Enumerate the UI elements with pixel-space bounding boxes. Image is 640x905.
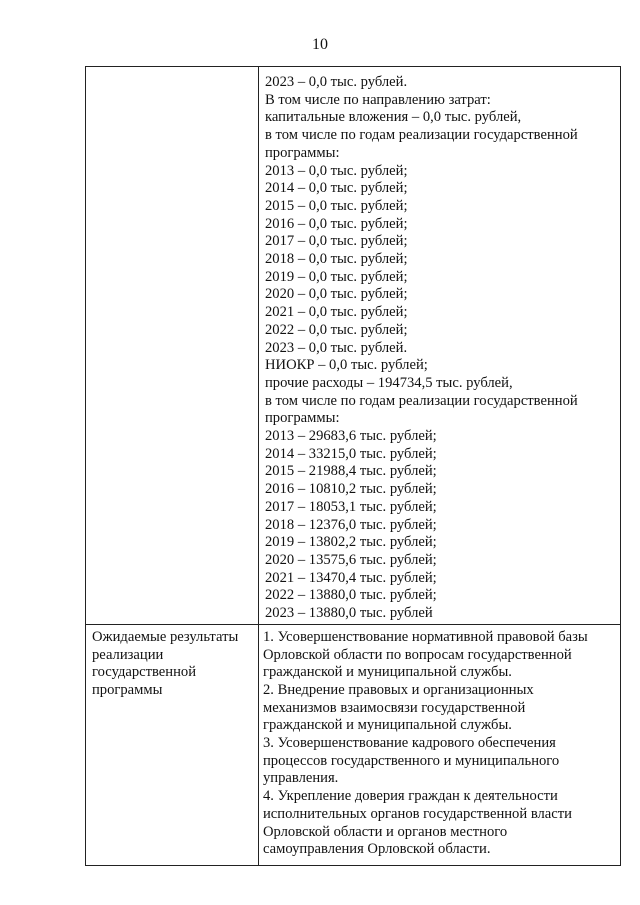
text-line: 2015 – 21988,4 тыс. рублей; bbox=[265, 463, 437, 480]
text-line: программы bbox=[92, 681, 163, 698]
text-line: механизмов взаимосвязи государственной bbox=[263, 699, 526, 716]
text-line: 3. Усовершенствование кадрового обеспечения bbox=[263, 735, 556, 752]
text-line: 2015 – 0,0 тыс. рублей; bbox=[265, 197, 408, 214]
text-line: 2020 – 13575,6 тыс. рублей; bbox=[265, 551, 437, 568]
text-line: 4. Укрепление доверия граждан к деятельности bbox=[263, 788, 558, 805]
text-line: капитальные вложения – 0,0 тыс. рублей, bbox=[265, 109, 522, 126]
text-line: процессов государственного и муниципального bbox=[263, 752, 560, 769]
text-line: программы: bbox=[265, 144, 340, 161]
text-line: 2021 – 0,0 тыс. рублей; bbox=[265, 304, 408, 321]
text-line: гражданской и муниципальной службы. bbox=[263, 717, 512, 734]
text-line: Орловской области и органов местного bbox=[263, 823, 508, 840]
text-line: 2014 – 0,0 тыс. рублей; bbox=[265, 180, 408, 197]
text-line: 2017 – 18053,1 тыс. рублей; bbox=[265, 498, 437, 515]
text-line: В том числе по направлению затрат: bbox=[265, 91, 491, 108]
text-line: в том числе по годам реализации государственной bbox=[265, 392, 578, 409]
text-line: 2023 – 0,0 тыс. рублей. bbox=[265, 339, 408, 356]
table-row-expected-results bbox=[86, 624, 621, 865]
text-line: 2021 – 13470,4 тыс. рублей; bbox=[265, 569, 437, 586]
text-line: 2023 – 13880,0 тыс. рублей bbox=[265, 605, 433, 622]
funding-details-cell bbox=[259, 67, 621, 625]
expected-results-list bbox=[263, 629, 616, 859]
table-row-funding bbox=[86, 67, 621, 625]
text-line: прочие расходы – 194734,5 тыс. рублей, bbox=[265, 374, 513, 391]
passport-table bbox=[85, 66, 621, 866]
text-line: 2. Внедрение правовых и организационных bbox=[263, 681, 534, 698]
text-line: 2018 – 0,0 тыс. рублей; bbox=[265, 251, 408, 268]
text-line: 2020 – 0,0 тыс. рублей; bbox=[265, 286, 408, 303]
expected-results-label-cell bbox=[86, 624, 259, 865]
page-number: 10 bbox=[312, 36, 328, 53]
text-line: 2019 – 13802,2 тыс. рублей; bbox=[265, 534, 437, 551]
text-line: Ожидаемые результаты bbox=[92, 628, 239, 645]
text-line: реализации bbox=[92, 646, 164, 663]
text-line: 1. Усовершенствование нормативной правовой базы bbox=[263, 628, 588, 645]
text-line: программы: bbox=[265, 410, 340, 427]
text-line: Орловской области по вопросам государственной bbox=[263, 646, 572, 663]
text-line: управления. bbox=[263, 770, 339, 787]
funding-details bbox=[265, 74, 616, 623]
text-line: 2013 – 0,0 тыс. рублей; bbox=[265, 162, 408, 179]
text-line: гражданской и муниципальной службы. bbox=[263, 664, 512, 681]
text-line: 2023 – 0,0 тыс. рублей. bbox=[265, 74, 408, 90]
text-line: исполнительных органов государственной власти bbox=[263, 805, 572, 822]
text-line: самоуправления Орловской области. bbox=[263, 841, 491, 858]
text-line: НИОКР – 0,0 тыс. рублей; bbox=[265, 357, 428, 374]
text-line: 2016 – 0,0 тыс. рублей; bbox=[265, 215, 408, 232]
text-line: в том числе по годам реализации государственной bbox=[265, 127, 578, 144]
text-line: 2018 – 12376,0 тыс. рублей; bbox=[265, 516, 437, 533]
text-line: 2016 – 10810,2 тыс. рублей; bbox=[265, 481, 437, 498]
text-line: 2017 – 0,0 тыс. рублей; bbox=[265, 233, 408, 250]
funding-label-cell bbox=[86, 67, 259, 625]
text-line: 2022 – 0,0 тыс. рублей; bbox=[265, 321, 408, 338]
text-line: 2014 – 33215,0 тыс. рублей; bbox=[265, 445, 437, 462]
expected-results-cell bbox=[259, 624, 621, 865]
expected-results-label bbox=[90, 629, 254, 700]
text-line: 2013 – 29683,6 тыс. рублей; bbox=[265, 428, 437, 445]
text-line: 2019 – 0,0 тыс. рублей; bbox=[265, 268, 408, 285]
text-line: государственной bbox=[92, 664, 197, 681]
text-line: 2022 – 13880,0 тыс. рублей; bbox=[265, 587, 437, 604]
